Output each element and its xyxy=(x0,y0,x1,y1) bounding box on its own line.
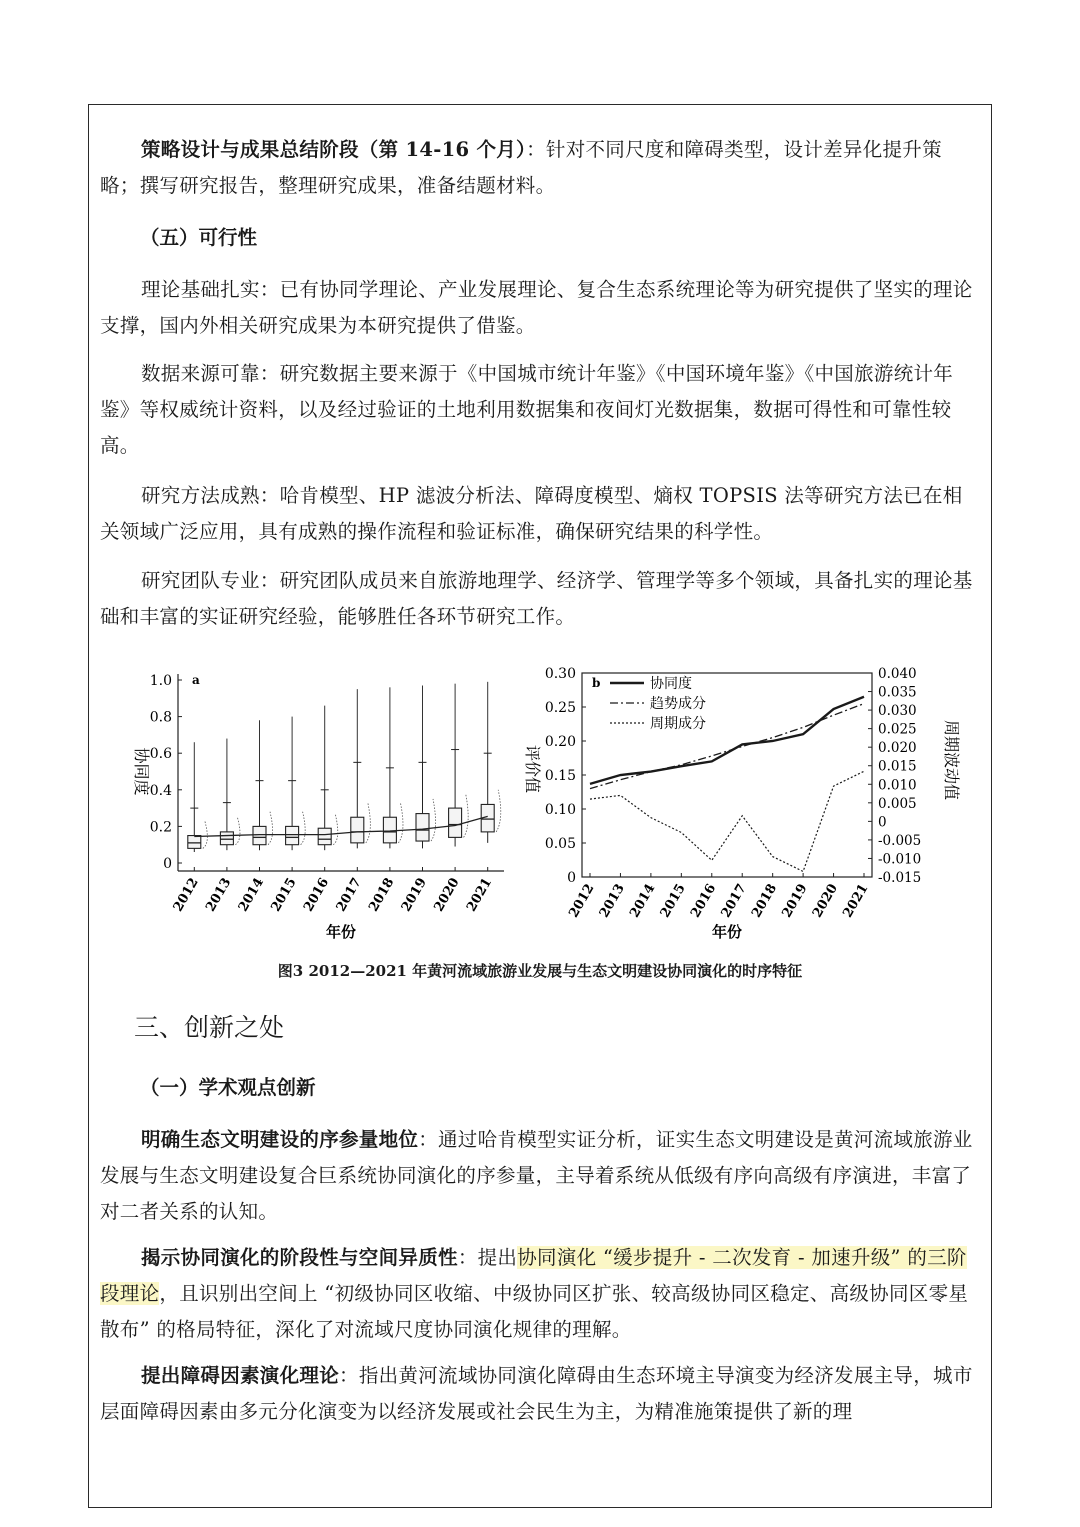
panel-b-y-axis-label: 评价值 xyxy=(523,744,542,794)
panel-a-x-tick-label: 2014 xyxy=(235,875,267,915)
para-data-source xyxy=(100,356,980,464)
panel-b-y2-tick-label: 0.005 xyxy=(878,795,917,812)
para-order-parameter-bold: 明确生态文明建设的序参量地位 xyxy=(141,1128,419,1151)
panel-a-density-hint xyxy=(431,799,436,841)
para-obstacle-text: ：指出黄河流域协同演化障碍由生态环境主导演变为经济发展主导，城市层面障碍因素由多元分化演变为以经济发展或社会民生为主，为精准施策提供了新的理 xyxy=(100,1364,973,1423)
panel-b-x-tick-label: 2013 xyxy=(596,881,628,921)
panel-a-box xyxy=(188,836,201,849)
panel-b-x-tick-label: 2014 xyxy=(627,881,659,921)
panel-b-series-1 xyxy=(590,697,864,784)
figure-caption: 图3 2012—2021 年黄河流域旅游业发展与生态文明建设协同演化的时序特征 xyxy=(277,962,803,980)
para-theory xyxy=(100,272,980,344)
panel-b-y2-tick-label: 0.025 xyxy=(878,721,917,738)
panel-b-y2-tick-label: 0.040 xyxy=(878,666,917,682)
panel-a-y-tick-label: 0.8 xyxy=(149,709,172,726)
panel-b-y-tick-label: 0.15 xyxy=(544,768,576,784)
para-team-text: 研究团队专业：研究团队成员来自旅游地理学、经济学、管理学等多个领域，具备扎实的理论基础和丰富的实证研究经验，能够胜任各环节研究工作。 xyxy=(100,569,973,628)
para-obstacle xyxy=(100,1358,980,1430)
panel-a-y-tick-label: 0 xyxy=(163,856,172,872)
panel-a-x-tick-label: 2016 xyxy=(301,875,333,915)
panel-a-x-tick-label: 2021 xyxy=(464,875,496,915)
panel-b-y2-axis-label: 周期波动值 xyxy=(942,719,961,801)
panel-b-legend-label-1: 协同度 xyxy=(650,676,692,692)
para-methods-text: 研究方法成熟：哈肯模型、HP 滤波分析法、障碍度模型、熵权 TOPSIS 法等研究方法已在相关领域广泛应用，具有成熟的操作流程和验证标准，确保研究结果的科学性。 xyxy=(100,484,963,543)
panel-a-x-axis-label: 年份 xyxy=(325,923,357,941)
panel-b-y-tick-label: 0.05 xyxy=(544,836,576,852)
panel-b-x-tick-label: 2020 xyxy=(809,881,842,921)
para-strategy-bold: 策略设计与成果总结阶段（第 14-16 个月） xyxy=(141,138,527,161)
panel-a-box xyxy=(416,814,429,841)
para-stages-text2: ，且识别出空间上 “初级协同区收缩、中级协同区扩张、较高级协同区稳定、高级协同区零星散布” 的格局特征，深化了对流域尺度协同演化规律的理解。 xyxy=(100,1282,969,1341)
panel-b-y2-tick-label: 0.010 xyxy=(878,777,917,794)
panel-a-x-tick-label: 2013 xyxy=(203,875,235,915)
panel-a-box xyxy=(318,828,331,844)
panel-a-label: a xyxy=(192,673,200,687)
panel-a-density-hint xyxy=(398,803,403,843)
panel-b-y2-tick-label: 0.030 xyxy=(878,703,917,720)
panel-a-x-tick-label: 2017 xyxy=(333,875,365,915)
para-theory-text: 理论基础扎实：已有协同学理论、产业发展理论、复合生态系统理论等为研究提供了坚实的理论支撑，国内外相关研究成果为本研究提供了借鉴。 xyxy=(100,278,973,337)
panel-a-density-hint xyxy=(301,812,306,845)
panel-b-series-3 xyxy=(590,771,864,871)
para-strategy-stage xyxy=(100,132,980,204)
panel-b-y2-tick-label: -0.010 xyxy=(878,851,922,868)
panel-a-density-hint xyxy=(496,790,501,832)
para-stages-highlight: 协同演化 “缓步提升 - 二次发育 - 加速升级” 的三阶段理论 xyxy=(100,1246,967,1305)
panel-a-y-axis-label: 协同度 xyxy=(132,747,151,796)
panel-a-x-tick-label: 2020 xyxy=(431,875,463,915)
panel-b-x-tick-label: 2017 xyxy=(718,881,750,921)
panel-b-x-tick-label: 2016 xyxy=(688,881,720,921)
heading-feasibility: （五）可行性 xyxy=(140,226,258,249)
panel-a-mean-line xyxy=(194,816,487,836)
panel-a-box xyxy=(449,808,462,837)
panel-b-y2-tick-label: -0.015 xyxy=(878,870,922,886)
panel-a-box xyxy=(286,826,299,844)
panel-b-x-tick-label: 2012 xyxy=(566,881,598,921)
para-methods xyxy=(100,478,980,550)
para-order-parameter-text: ：通过哈肯模型实证分析，证实生态文明建设是黄河流域旅游业发展与生态文明建设复合巨系统协同演化的序参量，主导着系统从低级有序向高级有序演进，丰富了对二者关系的认知。 xyxy=(100,1128,973,1223)
panel-b-y2-tick-label: 0.015 xyxy=(878,758,917,775)
panel-a-density-hint xyxy=(464,793,469,837)
panel-b-y-tick-label: 0.10 xyxy=(544,802,576,818)
panel-b-y2-tick-label: 0.035 xyxy=(878,684,917,701)
panel-a-box xyxy=(351,817,364,843)
panel-b-y-tick-label: 0 xyxy=(567,870,576,886)
panel-b-y-tick-label: 0.30 xyxy=(544,666,576,682)
panel-a-density-hint xyxy=(203,821,208,848)
panel-b-legend-label-3: 周期成分 xyxy=(650,716,706,732)
panel-a-y-tick-label: 0.4 xyxy=(149,782,172,799)
para-strategy-text: ：针对不同尺度和障碍类型，设计差异化提升策略；撰写研究报告，整理研究成果，准备结题材料。 xyxy=(100,138,942,197)
para-stages-text1: ：提出 xyxy=(457,1246,518,1269)
panel-b-y2-tick-label: -0.005 xyxy=(878,832,922,849)
panel-b-y2-tick-label: 0 xyxy=(878,814,887,831)
panel-b-y2-tick-label: 0.020 xyxy=(878,740,917,757)
para-stages-bold: 揭示协同演化的阶段性与空间异质性 xyxy=(141,1246,458,1269)
panel-b-legend-label-2: 趋势成分 xyxy=(650,696,706,712)
para-data-source-text: 数据来源可靠：研究数据主要来源于《中国城市统计年鉴》《中国环境年鉴》《中国旅游统计年鉴》等权威统计资料，以及经过验证的土地利用数据集和夜间灯光数据集，数据可得性和可靠性较高。 xyxy=(100,362,954,457)
panel-a-density-hint xyxy=(333,814,338,845)
para-obstacle-bold: 提出障碍因素演化理论 xyxy=(141,1364,340,1387)
panel-a-y-tick-label: 0.6 xyxy=(149,746,172,763)
panel-a-box xyxy=(383,817,396,843)
figure-3 xyxy=(120,655,961,950)
panel-a-x-tick-label: 2012 xyxy=(170,875,202,915)
panel-a-box xyxy=(220,832,233,845)
panel-b-x-tick-label: 2021 xyxy=(840,881,872,921)
panel-a-density-hint xyxy=(268,812,273,845)
para-stages xyxy=(100,1240,980,1348)
para-team xyxy=(100,563,980,635)
panel-b-x-tick-label: 2018 xyxy=(749,881,781,921)
panel-a-density-hint xyxy=(235,817,240,844)
panel-b-x-axis-label: 年份 xyxy=(711,923,743,941)
panel-b-x-tick-label: 2015 xyxy=(657,881,689,921)
panel-b-y-tick-label: 0.25 xyxy=(544,700,576,716)
panel-a-x-tick-label: 2015 xyxy=(268,875,300,915)
panel-a-x-tick-label: 2018 xyxy=(366,875,398,915)
panel-a-box xyxy=(253,826,266,844)
panel-b-x-tick-label: 2019 xyxy=(779,881,811,921)
panel-a-y-tick-label: 0.2 xyxy=(149,819,172,836)
heading-academic-innovation: （一）学术观点创新 xyxy=(140,1076,316,1099)
panel-a-y-tick-label: 1.0 xyxy=(149,673,172,689)
section-innovation-title: 三、创新之处 xyxy=(134,1013,285,1042)
panel-a-density-hint xyxy=(366,803,371,843)
panel-b-label: b xyxy=(592,676,601,690)
panel-a-x-tick-label: 2019 xyxy=(398,875,430,915)
panel-b-y-tick-label: 0.20 xyxy=(544,734,576,750)
para-order-parameter xyxy=(100,1122,980,1230)
